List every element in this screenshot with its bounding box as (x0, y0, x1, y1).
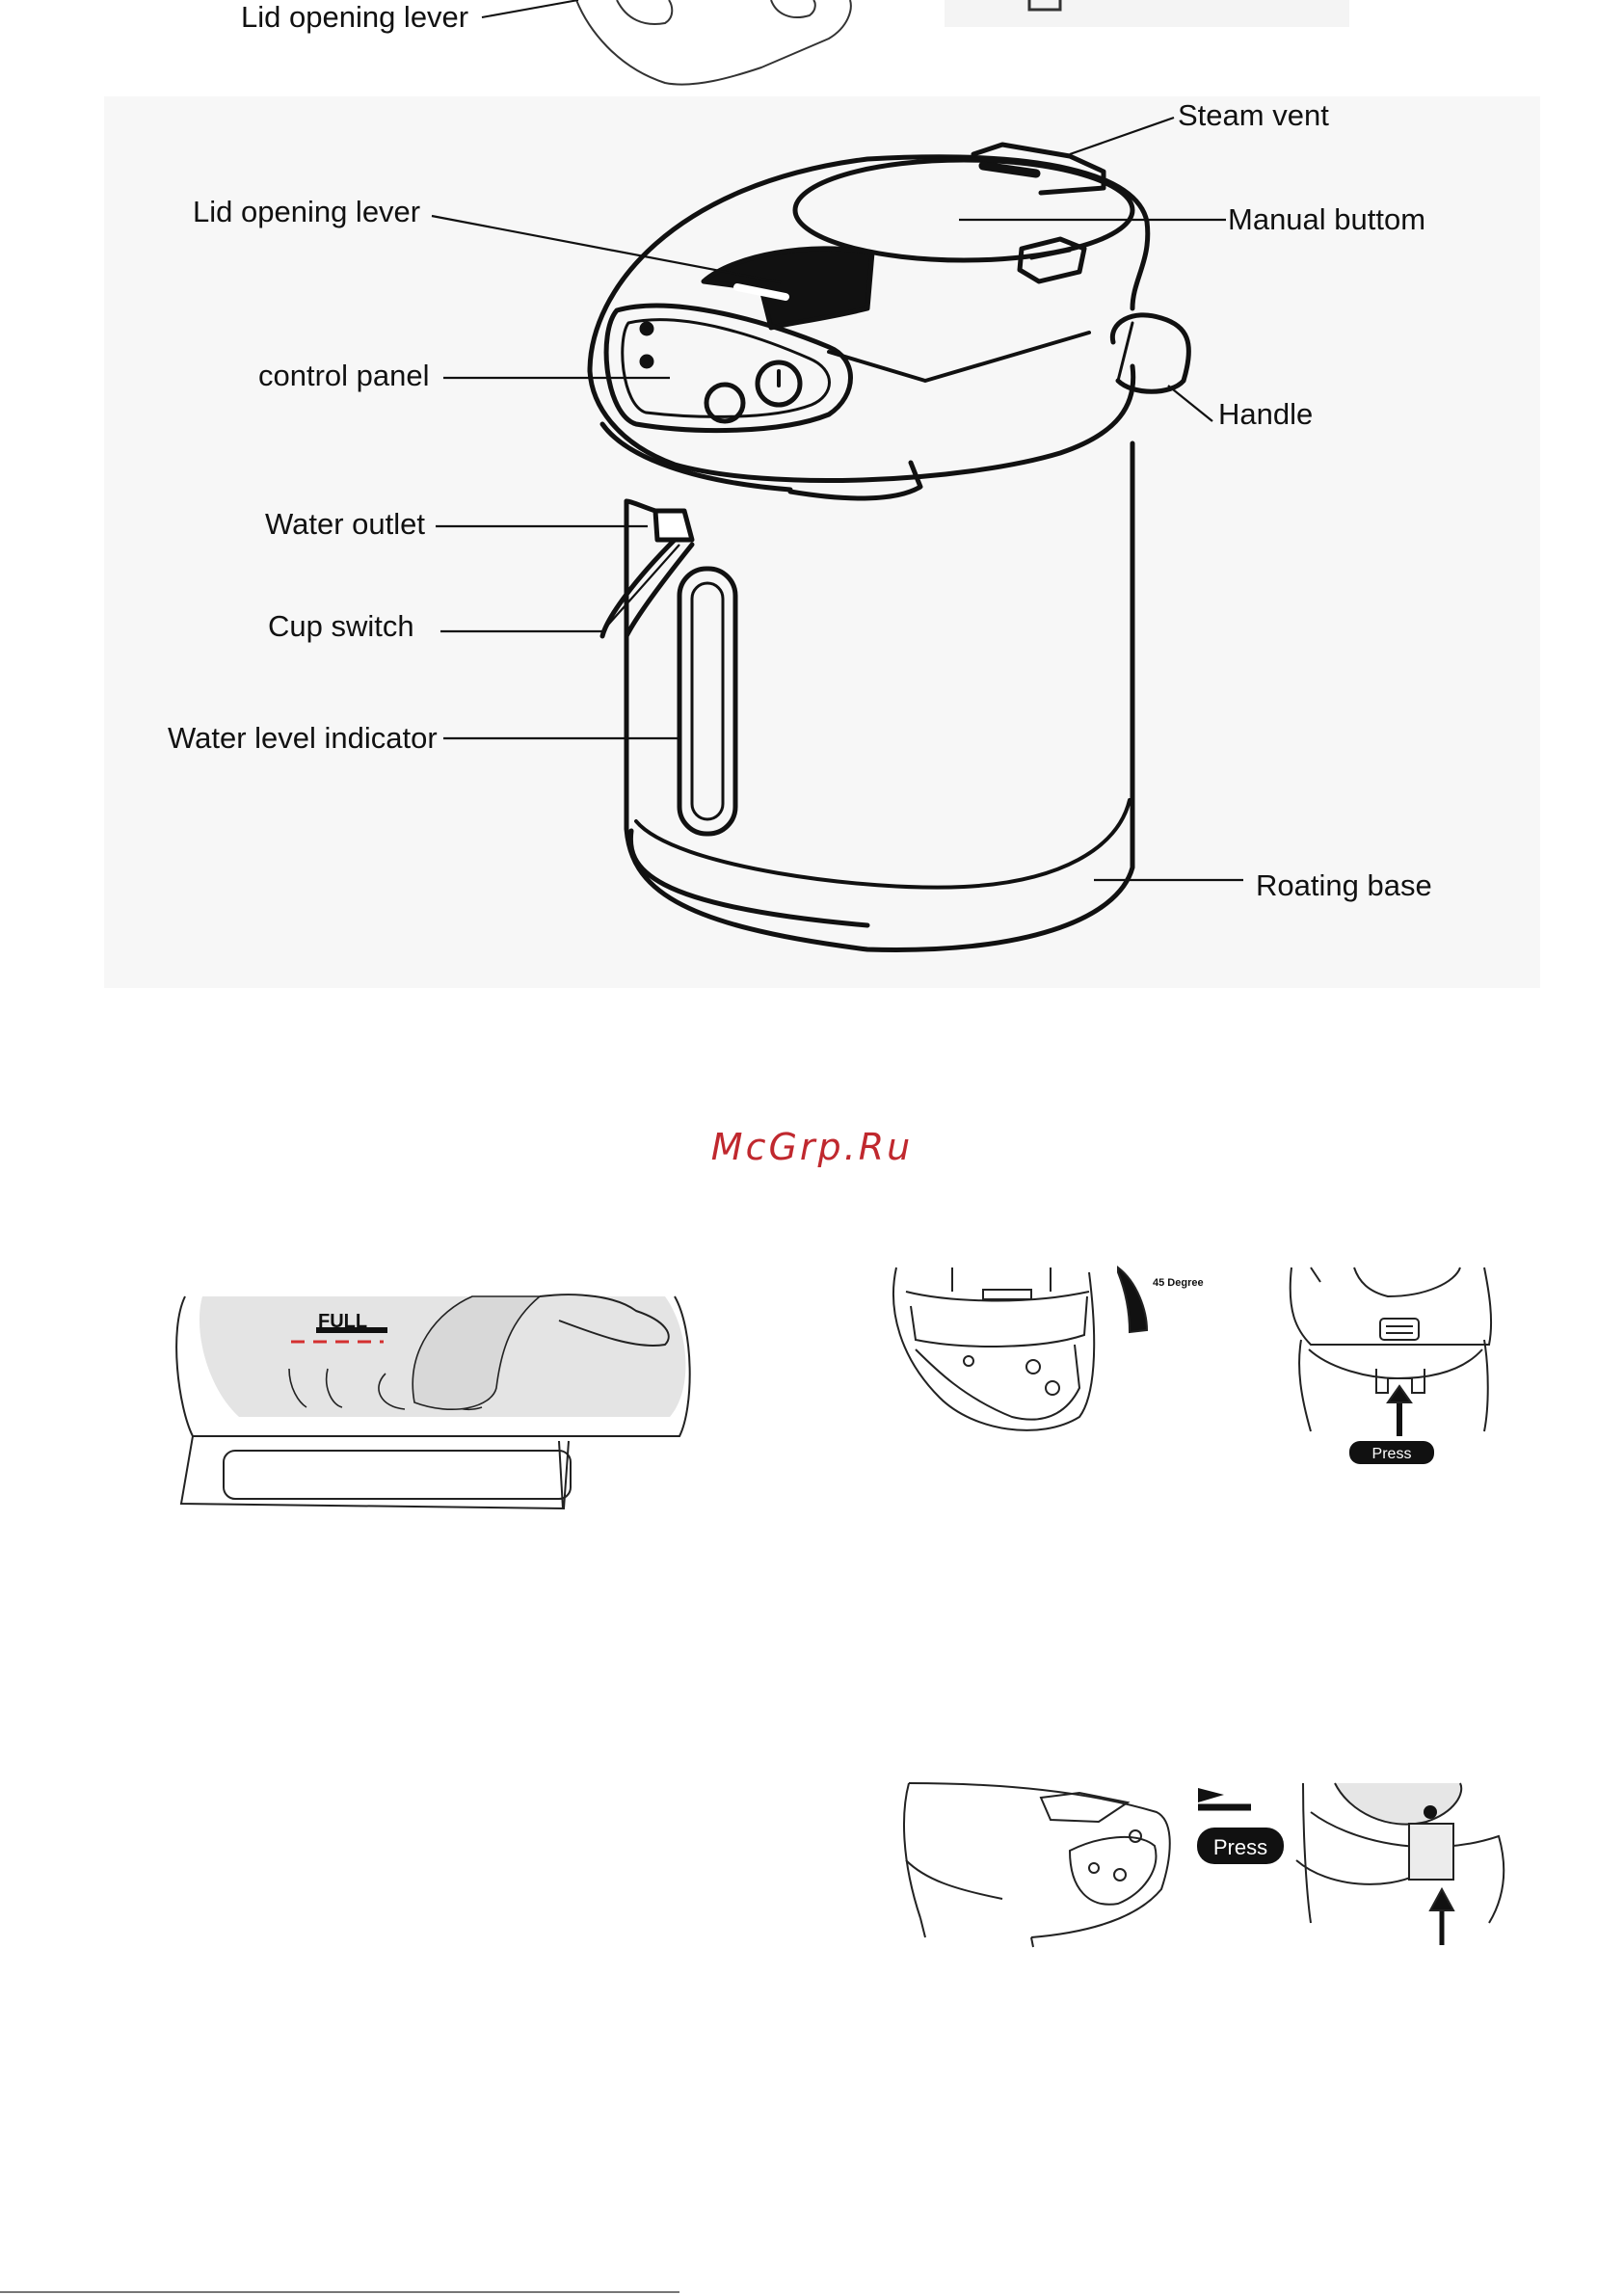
full-mark-label: FULL (318, 1311, 368, 1332)
label-rotating-base: Roating base (1256, 868, 1432, 902)
press-label-1: Press (1371, 1446, 1412, 1462)
angle-label: 45 Degree (1153, 1277, 1204, 1289)
watermark: McGrp.Ru (710, 1126, 914, 1168)
label-water-level-indicator: Water level indicator (168, 721, 438, 755)
lid-release-figure (1291, 1268, 1491, 1464)
label-handle: Handle (1218, 397, 1314, 431)
lid-open-figure (893, 1268, 1147, 1430)
label-lid-opening-lever: Lid opening lever (193, 195, 421, 228)
label-manual-button: Manual buttom (1228, 202, 1426, 236)
fill-figure (173, 1292, 690, 1513)
top-cropped-figure (576, 0, 1349, 85)
label-lid-opening-lever-top: Lid opening lever (241, 0, 469, 34)
lid-close-figure (904, 1783, 1504, 1947)
label-steam-vent: Steam vent (1178, 98, 1329, 132)
label-control-panel: control panel (258, 359, 430, 392)
press-label-2: Press (1212, 1835, 1268, 1859)
label-cup-switch: Cup switch (268, 609, 414, 643)
leader-lid-lever-top (482, 0, 578, 17)
label-water-outlet: Water outlet (265, 507, 425, 541)
